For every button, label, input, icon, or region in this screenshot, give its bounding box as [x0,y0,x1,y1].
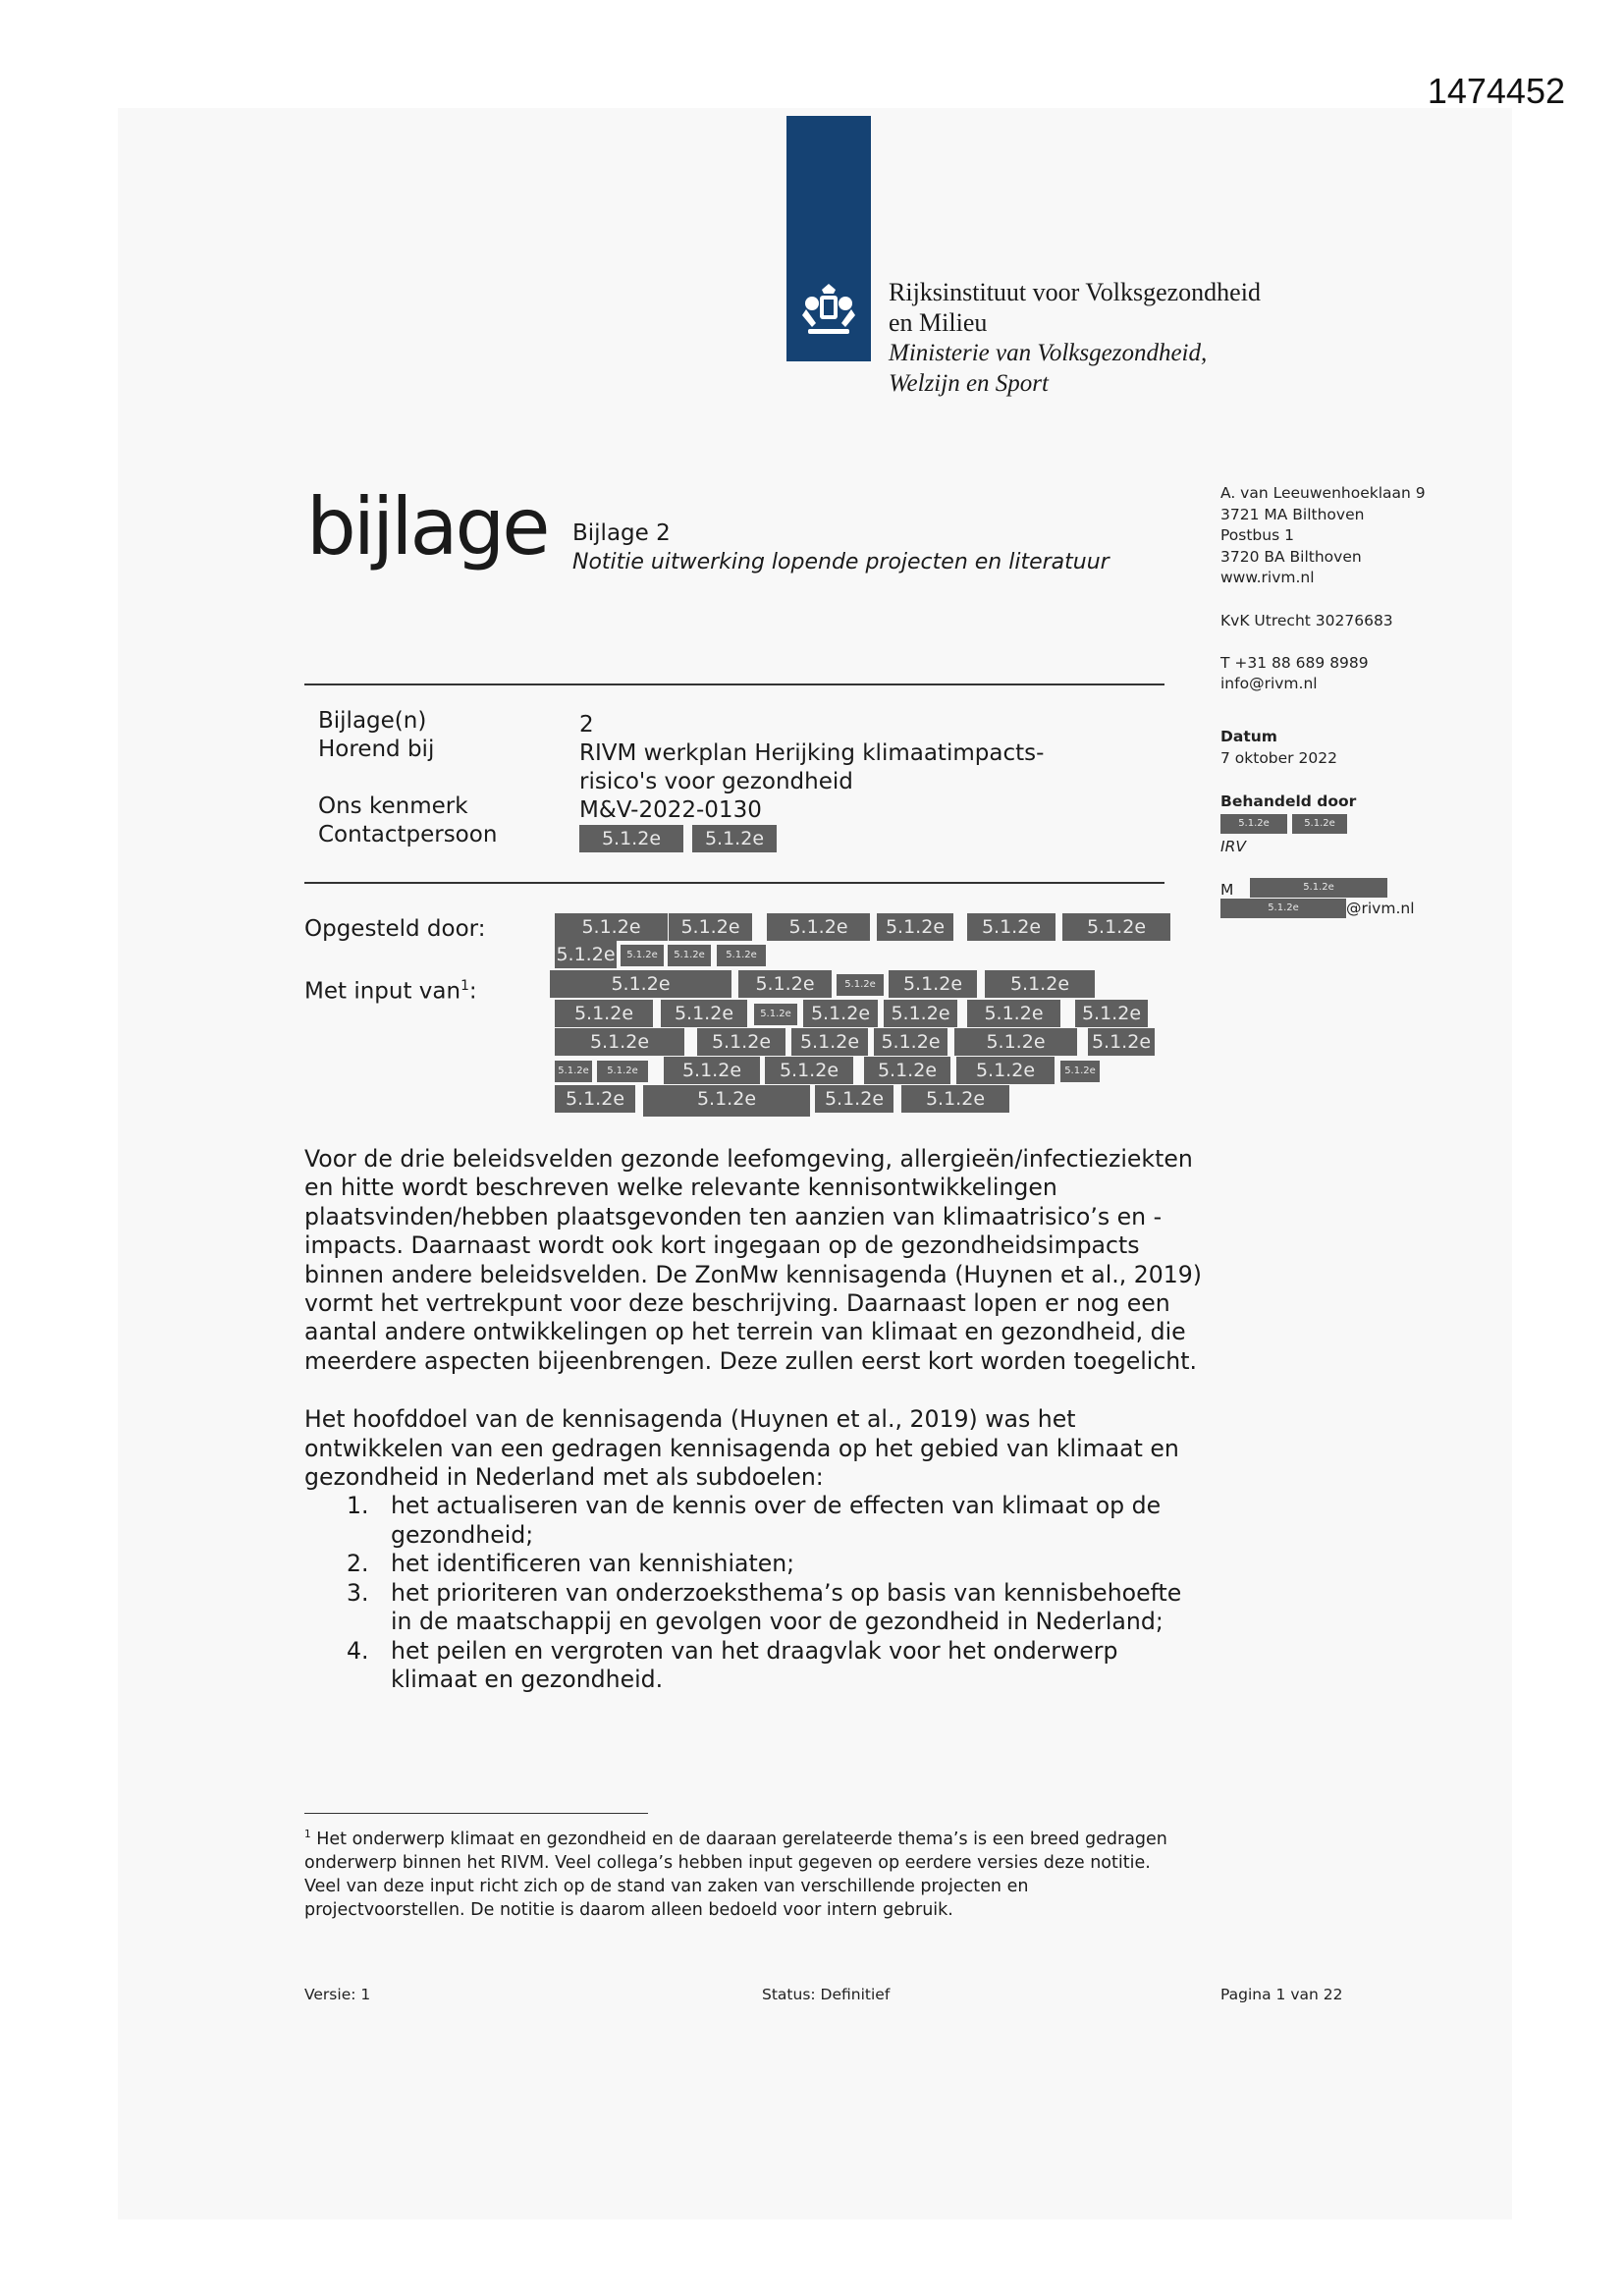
page-number: Pagina 1 van 22 [1220,1986,1343,2003]
kvk-number: KvK Utrecht 30276683 [1220,612,1393,629]
redaction-box: 5.1.2e [697,1028,785,1056]
attachments-label: Bijlage(n) [318,708,427,734]
list-number: 1. [347,1492,369,1520]
mobile-label: M [1220,881,1234,899]
redaction-box: 5.1.2e [803,1000,878,1027]
footnote-mark: 1 [304,1829,311,1840]
list-number: 3. [347,1578,369,1607]
list-text: het identificeren van kennishiaten; [391,1550,795,1578]
redaction-box: 5.1.2e [555,1085,635,1113]
email-suffix: @rivm.nl [1346,900,1415,917]
redaction-box: 5.1.2e [555,913,668,941]
address-line: Postbus 1 [1220,526,1294,544]
status-label: Status: Definitief [762,1986,891,2003]
input-from-label [304,972,477,1007]
phone-number: T +31 88 689 8989 [1220,654,1369,672]
address-line: 3720 BA Bilthoven [1220,547,1362,566]
list-item [304,1550,1208,1578]
redaction-box: 5.1.2e [555,1028,684,1056]
list-number: 4. [347,1636,369,1665]
redaction-box: 5.1.2e [954,1028,1077,1056]
document-id: 1474452 [1427,71,1565,111]
body-text [304,1145,1208,1694]
redaction-box: 5.1.2e [550,970,731,998]
redaction-box: 5.1.2e [967,913,1056,941]
list-item [304,1637,1208,1695]
redaction-box: 5.1.2e [555,1000,653,1027]
address-line: 3721 MA Bilthoven [1220,505,1365,523]
redaction-box: 5.1.2e [1220,899,1346,918]
website-link[interactable]: www.rivm.nl [1220,569,1315,586]
redaction-box: 5.1.2e [555,1061,592,1082]
footnote-text: Het onderwerp klimaat en gezondheid en de daaraan gerelateerde thema’s is een breed gedragen onderwerp binnen het RIVM. Veel collega’s hebben input gegeven op eerdere versies deze notitie. Veel van deze input richt zich op de stand van zaken van verschillende projecten en projectvoorstellen. De notitie is daarom alleen bedoeld voor intern gebruik. [304,1829,1167,1920]
redaction-box: 5.1.2e [791,1028,868,1056]
redaction-box: 5.1.2e [864,1057,950,1084]
redaction-box: 5.1.2e [1075,1000,1148,1027]
list-item [304,1492,1208,1550]
redaction-box: 5.1.2e [738,970,832,998]
ministry-line-2: Welzijn en Sport [889,370,1049,397]
redaction-box: 5.1.2e [815,1085,893,1113]
redaction-box: 5.1.2e [579,825,683,852]
input-from-colon: : [468,978,477,1005]
redaction-box: 5.1.2e [985,970,1095,998]
redaction-box: 5.1.2e [555,941,617,968]
footnote-reference[interactable]: 1 [460,978,469,994]
redaction-box: 5.1.2e [967,1000,1060,1027]
paragraph: Het hoofddoel van de kennisagenda (Huynen et al., 2019) was het ontwikkelen van een gedragen kennisagenda op het gebied van klimaat en gezondheid in Nederland met als subdoelen: [304,1405,1179,1492]
belongs-to-label: Horend bij [318,737,435,762]
handled-by-unit: IRV [1220,838,1246,855]
redaction-box: 5.1.2e [837,974,884,996]
email-link[interactable]: info@rivm.nl [1220,675,1318,692]
redaction-box: 5.1.2e [1062,913,1170,941]
organisation-name [889,277,1261,399]
date-value: 7 oktober 2022 [1220,749,1337,767]
handled-by-label: Behandeld door [1220,793,1357,810]
drafted-by-label: Opgesteld door: [304,916,486,942]
contact-label: Contactpersoon [318,822,498,847]
footnote [304,1823,1188,1922]
date-label: Datum [1220,728,1277,745]
belongs-to-value-1: RIVM werkplan Herijking klimaatimpacts- [579,740,1045,766]
coat-of-arms-icon [786,280,871,345]
reference-label: Ons kenmerk [318,793,468,819]
divider [304,683,1164,685]
document-subtitle: Bijlage 2 [572,520,671,546]
redaction-box: 5.1.2e [889,970,977,998]
subgoals-list [304,1492,1208,1694]
redaction-box: 5.1.2e [877,913,953,941]
document-type-title: bijlage [306,481,548,573]
redaction-box: 5.1.2e [956,1057,1055,1084]
meta-values [579,711,1044,825]
redaction-box: 5.1.2e [1292,814,1347,834]
redaction-box: 5.1.2e [884,1000,957,1027]
redaction-box: 5.1.2e [874,1028,947,1056]
redaction-box: 5.1.2e [1088,1028,1155,1056]
redaction-box: 5.1.2e [643,1085,810,1117]
redaction-box: 5.1.2e [692,825,777,852]
redaction-box: 5.1.2e [754,1004,797,1025]
input-from-text: Met input van [304,978,461,1005]
list-number: 2. [347,1550,369,1578]
document-description: Notitie uitwerking lopende projecten en literatuur [572,550,1110,574]
redaction-box: 5.1.2e [1060,1061,1100,1082]
list-text: het actualiseren van de kennis over de effecten van klimaat op de gezondheid; [391,1492,1162,1549]
redaction-box: 5.1.2e [668,945,711,966]
redaction-box: 5.1.2e [621,945,664,966]
redaction-box: 5.1.2e [1220,814,1287,834]
address-line: A. van Leeuwenhoeklaan 9 [1220,484,1426,502]
divider [304,882,1164,884]
redaction-box: 5.1.2e [767,913,870,941]
version-label: Versie: 1 [304,1986,371,2003]
redaction-box: 5.1.2e [901,1085,1009,1113]
address-block [1220,483,1426,589]
list-text: het peilen en vergroten van het draagvlak voor het onderwerp klimaat en gezondheid. [391,1636,1118,1693]
redaction-box: 5.1.2e [664,1057,760,1084]
redaction-box: 5.1.2e [597,1061,648,1082]
list-item [304,1579,1208,1637]
belongs-to-value-2: risico's voor gezondheid [579,769,853,794]
org-line-1: Rijksinstituut voor Volksgezondheid [889,278,1261,306]
redaction-box: 5.1.2e [661,1000,747,1027]
meta-labels [318,707,497,849]
redaction-box: 5.1.2e [717,945,766,966]
footnote-divider [304,1813,648,1814]
org-line-2: en Milieu [889,308,988,337]
attachments-value: 2 [579,712,594,738]
reference-value: M&V-2022-0130 [579,797,762,823]
paragraph: Voor de drie beleidsvelden gezonde leefomgeving, allergieën/infectieziekten en hitte wordt beschreven welke relevante kennisontwikkelingen plaatsvinden/hebben plaatsgevonden ten aanzien van klimaatrisico’s en -impacts. Daarnaast wordt ook kort ingegaan op de gezondheidsimpacts binnen andere beleidsvelden. De ZonMw kennisagenda (Huynen et al., 2019) vormt het vertrekpunt voor deze beschrijving. Daarnaast lopen er nog een aantal andere ontwikkelingen op het terrein van klimaat en gezondheid, die meerdere aspecten bijeenbrengen. Deze zullen eerst kort worden toegelicht. [304,1145,1203,1375]
list-text: het prioriteren van onderzoeksthema’s op basis van kennisbehoefte in de maatschappij en gevolgen voor de gezondheid in Nederland; [391,1578,1182,1636]
redaction-box: 5.1.2e [669,913,752,941]
redaction-box: 5.1.2e [1250,878,1387,898]
redaction-box: 5.1.2e [765,1057,853,1084]
ministry-line-1: Ministerie van Volksgezondheid, [889,340,1208,366]
